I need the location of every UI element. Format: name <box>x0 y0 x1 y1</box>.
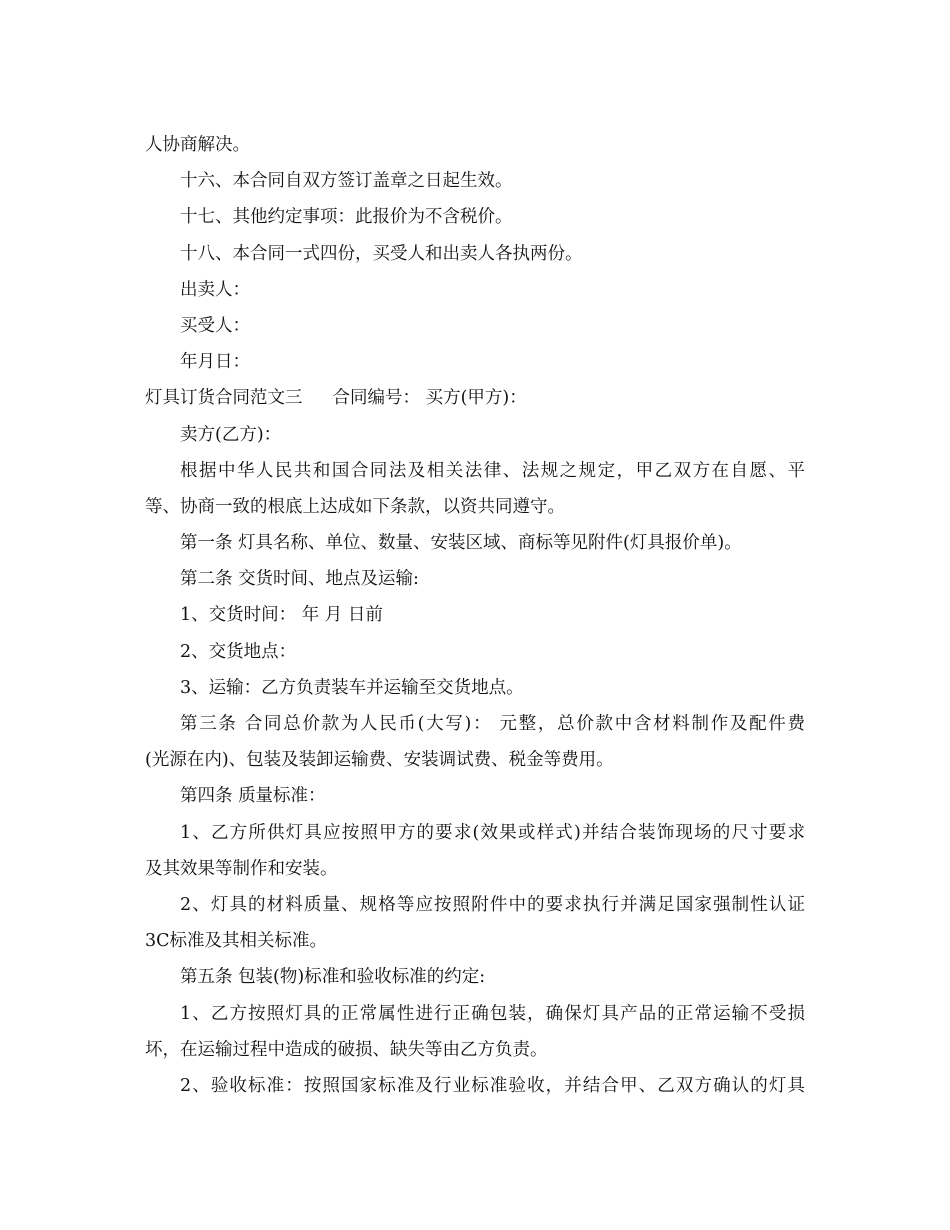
clause-18: 十八、本合同一式四份，买受人和出卖人各执两份。 <box>180 243 583 264</box>
article-4-item-2-line-2: 3C标准及其相关标准。 <box>145 931 328 952</box>
date-line: 年月日： <box>180 352 250 373</box>
clause-16: 十六、本合同自双方签订盖章之日起生效。 <box>180 171 513 192</box>
clause-17: 十七、其他约定事项：此报价为不含税价。 <box>180 207 513 228</box>
buyer-signature-line: 买受人： <box>180 315 250 336</box>
article-2-item-3: 3、运输：乙方负责装车并运输至交货地点。 <box>180 677 524 698</box>
article-5-item-2-line-1: 2、验收标准：按照国家标准及行业标准验收，并结合甲、乙双方确认的灯具 <box>180 1075 805 1096</box>
article-4-heading: 第四条 质量标准： <box>180 786 326 807</box>
article-1: 第一条 灯具名称、单位、数量、安装区域、商标等见附件(灯具报价单)。 <box>180 533 742 554</box>
article-4-item-1-line-1: 1、乙方所供灯具应按照甲方的要求(效果或样式)并结合装饰现场的尺寸要求 <box>180 822 805 843</box>
article-3-line-1: 第三条 合同总价款为人民币(大写)： 元整，总价款中含材料制作及配件费 <box>180 714 805 734</box>
buyer-party-label: 买方(甲方)： <box>425 388 527 409</box>
contract-title: 灯具订货合同范文三 <box>145 388 303 409</box>
preamble-line-2: 等、协商一致的根底上达成如下条款，以资共同遵守。 <box>145 496 565 517</box>
preamble-line-1: 根据中华人民共和国合同法及相关法律、法规之规定，甲乙双方在自愿、平 <box>180 460 805 481</box>
article-4-item-1-line-2: 及其效果等制作和安装。 <box>145 858 338 879</box>
contract-number-label: 合同编号： <box>332 388 420 409</box>
contract-title-line <box>145 380 805 416</box>
article-2-heading: 第二条 交货时间、地点及运输: <box>180 569 419 590</box>
document-body <box>145 127 805 1104</box>
article-5-item-1-line-1: 1、乙方按照灯具的正常属性进行正确包装，确保灯具产品的正常运输不受损 <box>180 1003 805 1024</box>
article-3-line-2: (光源在内)、包装及装卸运输费、安装调试费、税金等费用。 <box>145 750 614 771</box>
article-5-heading: 第五条 包装(物)标准和验收标准的约定: <box>180 967 486 988</box>
article-2-item-2: 2、交货地点： <box>180 641 297 662</box>
seller-signature-line: 出卖人： <box>180 279 250 300</box>
article-4-item-2-line-1: 2、灯具的材料质量、规格等应按照附件中的要求执行并满足国家强制性认证 <box>180 894 805 915</box>
article-5-item-1-line-2: 坏，在运输过程中造成的破损、缺失等由乙方负责。 <box>145 1039 548 1060</box>
paragraph-line: 人协商解决。 <box>145 135 250 155</box>
article-2-item-1: 1、交货时间： 年 月 日前 <box>180 605 383 626</box>
seller-party-label: 卖方(乙方)： <box>180 424 282 445</box>
